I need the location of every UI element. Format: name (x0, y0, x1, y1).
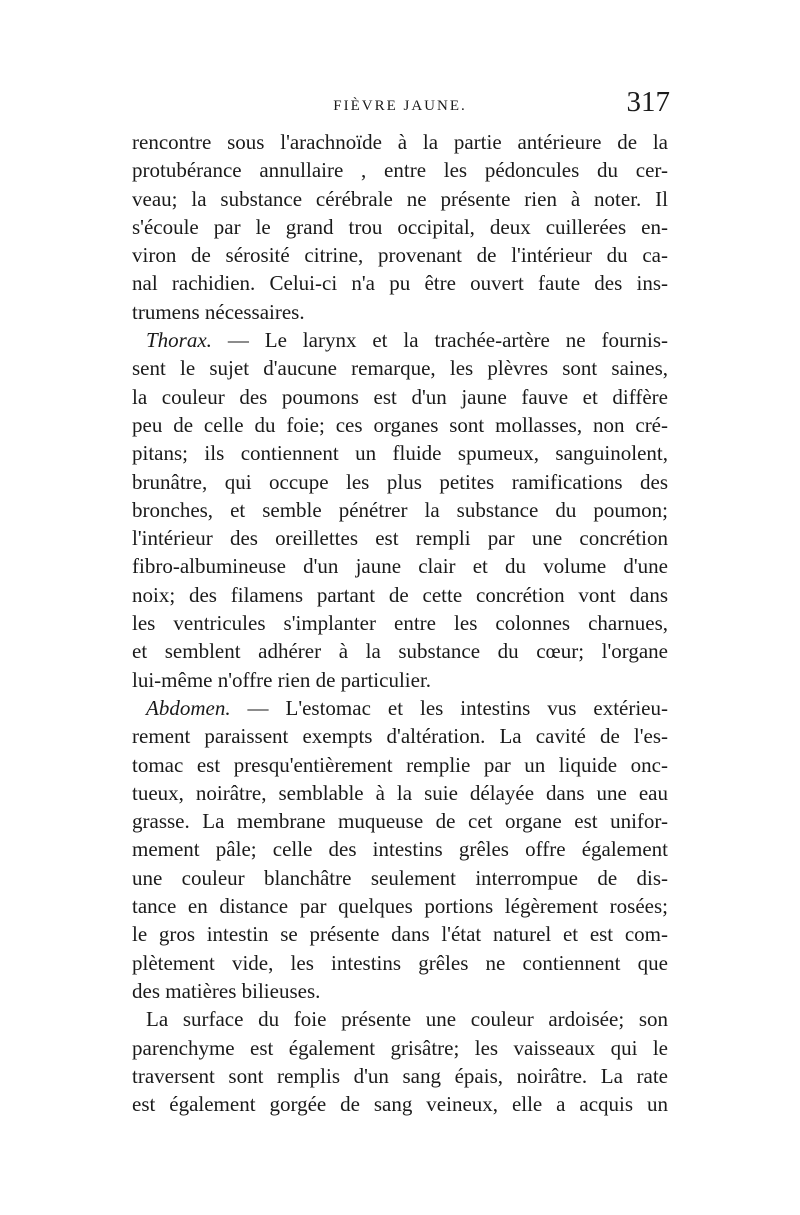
text-line: pitans; ils contiennent un fluide spumeux, sanguinolent, (132, 441, 668, 466)
text-line: bronches, et semble pénétrer la substance du poumon; (132, 497, 668, 522)
text-line: tueux, noirâtre, semblable à la suie délayée dans une eau (132, 780, 668, 805)
text-line: tomac est presqu'entièrement remplie par un liquide onc- (132, 752, 668, 777)
text-line: nal rachidien. Celui-ci n'a pu être ouvert faute des ins- (132, 271, 668, 296)
text-line: tance en distance par quelques portions légèrement rosées; (132, 894, 668, 919)
text-line: noix; des filamens partant de cette concrétion vont dans (132, 582, 668, 607)
text-line: les ventricules s'implanter entre les colonnes charnues, (132, 611, 668, 636)
text-line: rement paraissent exempts d'altération. La cavité de l'es- (132, 724, 668, 749)
page-number: 317 (626, 86, 670, 118)
text-line: la couleur des poumons est d'un jaune fauve et diffère (132, 384, 668, 409)
text-line: veau; la substance cérébrale ne présente rien à noter. Il (132, 186, 668, 211)
body-text (132, 128, 668, 1118)
paragraph-lead-line (132, 326, 668, 354)
text-line: des matières bilieuses. (132, 978, 321, 1003)
section-lead-abdomen: Abdomen. (146, 695, 231, 720)
text-line: mement pâle; celle des intestins grêles offre également (132, 837, 668, 862)
text-line: trumens nécessaires. (132, 299, 305, 324)
text-line: brunâtre, qui occupe les plus petites ramifications des (132, 469, 668, 494)
section-lead-thorax: Thorax. (146, 328, 212, 353)
text-line: La surface du foie présente une couleur ardoisée; son (146, 1007, 668, 1032)
text-line: est également gorgée de sang veineux, elle a acquis un (132, 1092, 668, 1117)
text-line: s'écoule par le grand trou occipital, deux cuillerées en- (132, 214, 668, 239)
text-line: et semblent adhérer à la substance du cœur; l'organe (132, 639, 668, 664)
text-fragment: — Le larynx et la trachée-artère ne fournis- (211, 328, 668, 353)
text-line: rencontre sous l'arachnoïde à la partie antérieure de la (132, 130, 668, 154)
text-fragment: — L'estomac et les intestins vus extérieu- (230, 695, 668, 720)
running-head: FIÈVRE JAUNE. (333, 98, 467, 114)
text-line: lui-même n'offre rien de particulier. (132, 667, 432, 692)
text-line: une couleur blanchâtre seulement interrompue de dis- (132, 865, 668, 890)
text-line: viron de sérosité citrine, provenant de l'intérieur du ca- (132, 243, 668, 268)
text-line: l'intérieur des oreillettes est rempli par une concrétion (132, 526, 668, 551)
text-line: grasse. La membrane muqueuse de cet organe est unifor- (132, 809, 668, 834)
text-line: protubérance annullaire , entre les pédoncules du cer- (132, 158, 668, 183)
page-header (130, 86, 670, 126)
text-line: traversent sont remplis d'un sang épais, noirâtre. La rate (132, 1063, 668, 1088)
paragraph-lead-line (132, 694, 668, 722)
text-line: plètement vide, les intestins grêles ne contiennent que (132, 950, 668, 975)
text-line: sent le sujet d'aucune remarque, les plèvres sont saines, (132, 356, 668, 381)
text-line: peu de celle du foie; ces organes sont mollasses, non cré- (132, 412, 668, 437)
text-line: parenchyme est également grisâtre; les vaisseaux qui le (132, 1035, 668, 1060)
text-line: le gros intestin se présente dans l'état naturel et est com- (132, 922, 668, 947)
text-line: fibro-albumineuse d'un jaune clair et du volume d'une (132, 554, 668, 579)
